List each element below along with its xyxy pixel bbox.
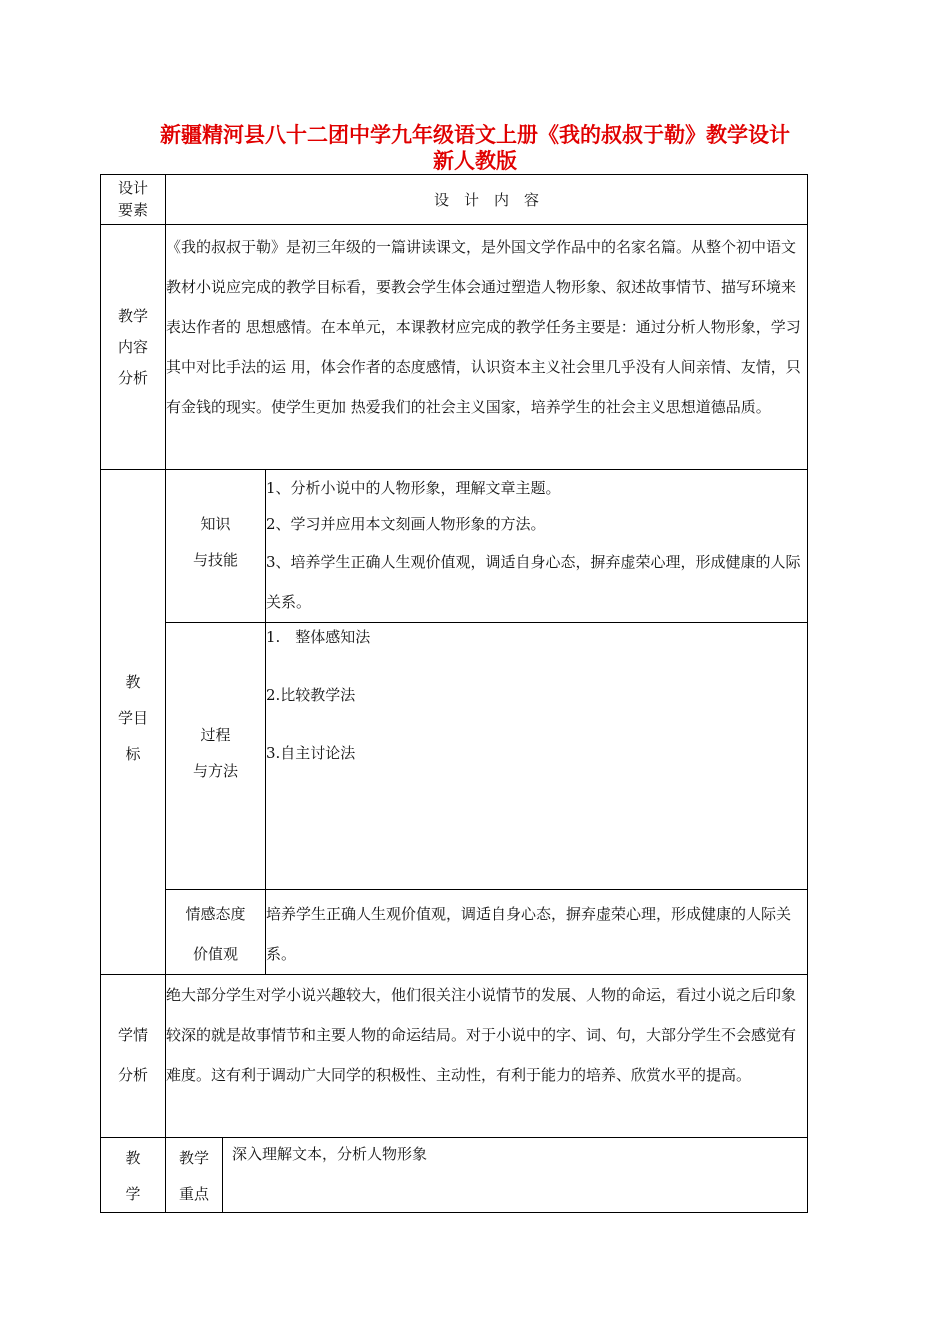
knowledge-item: 3、培养学生正确人生观价值观，调适自身心态，摒弃虚荣心理，形成健康的人际关系。 [266,553,801,611]
emotion-label: 情感态度 价值观 [166,890,266,975]
emotion-text: 培养学生正确人生观价值观，调适自身心态，摒弃虚荣心理，形成健康的人际关系。 [266,890,808,975]
student-analysis-label: 学情 分析 [101,975,166,1138]
header-row [101,175,808,225]
header-content-cell: 设 计 内 容 [166,175,808,225]
emotion-row [101,890,808,975]
header-element-cell: 设计 要素 [101,175,166,225]
content-analysis-label: 教学 内容 分析 [101,225,166,470]
key-points-text: 深入理解文本，分析人物形象 [223,1138,808,1213]
key-points-sublabel: 教学 重点 [166,1138,223,1213]
document-title [100,122,850,174]
process-row [101,623,808,890]
knowledge-label: 知识 与技能 [166,470,266,623]
content-analysis-row [101,225,808,470]
process-item: 3.自主讨论法 [266,744,356,762]
knowledge-item: 1、分析小说中的人物形象，理解文章主题。 [266,479,561,497]
lesson-design-table [100,174,808,1213]
process-item: 1. 整体感知法 [266,628,371,646]
process-items [266,623,808,890]
content-analysis-text: 《我的叔叔于勒》是初三年级的一篇讲读课文，是外国文学作品中的名家名篇。从整个初中语文教材小说应完成的教学目标看，要教会学生体会通过塑造人物形象、叙述故事情节、描写环境来表达作者的 思想感情。在本单元，本课教材应完成的教学任务主要是：通过分析人物形象，学习其中对比手法的运 用，体会作者的态度感情，认识资本主义社会里几乎没有人间亲情、友情，只有金钱的现实。使学生更加 热爱我们的社会主义国家，培养学生的社会主义思想道德品质。 [166,225,808,470]
key-points-row [101,1138,808,1213]
key-points-label: 教 学 [101,1138,166,1213]
title-line-1: 新疆精河县八十二团中学九年级语文上册《我的叔叔于勒》教学设计 [160,122,790,147]
knowledge-row [101,470,808,623]
objectives-label: 教 学目 标 [101,470,166,975]
knowledge-items [266,470,808,623]
process-item: 2.比较教学法 [266,686,356,704]
knowledge-item: 2、学习并应用本文刻画人物形象的方法。 [266,515,546,533]
student-analysis-row [101,975,808,1138]
process-label: 过程 与方法 [166,623,266,890]
student-analysis-text: 绝大部分学生对学小说兴趣较大，他们很关注小说情节的发展、人物的命运，看过小说之后印象较深的就是故事情节和主要人物的命运结局。对于小说中的字、词、句，大部分学生不会感觉有难度。这有利于调动广大同学的积极性、主动性，有利于能力的培养、欣赏水平的提高。 [166,975,808,1138]
title-line-2: 新人教版 [433,148,517,173]
